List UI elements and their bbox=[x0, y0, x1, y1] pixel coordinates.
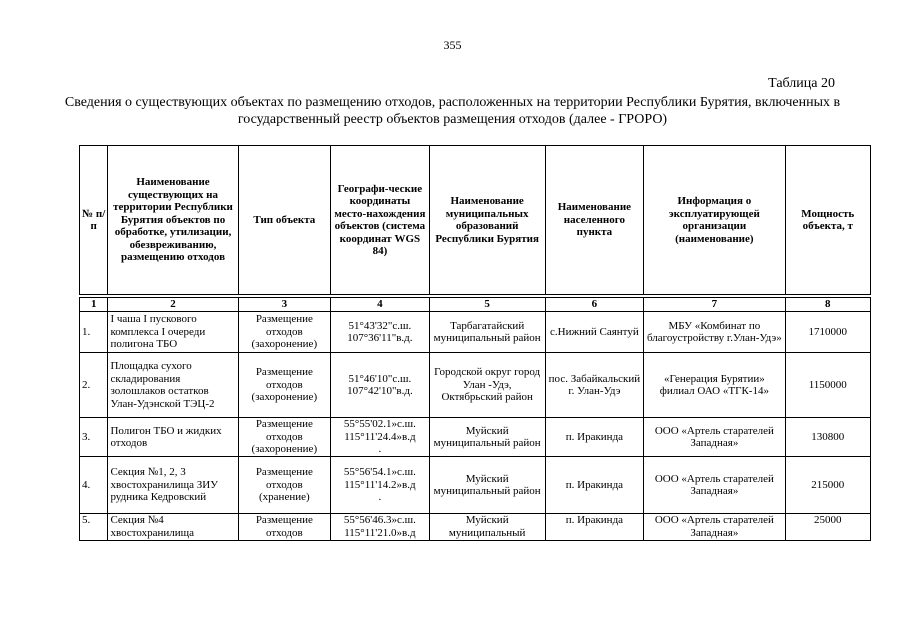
capacity: 130800 bbox=[785, 418, 870, 457]
municipality: Городской округ город Улан -Удэ, Октябрьский район bbox=[429, 353, 545, 418]
settlement: п. Иракинда bbox=[545, 514, 644, 541]
facility-type: Размещение отходов bbox=[238, 514, 331, 541]
column-number: 1 bbox=[80, 298, 108, 312]
facility-type: Размещение отходов (захоронение) bbox=[238, 353, 331, 418]
header-cell: Мощность объекта, т bbox=[785, 146, 870, 295]
operator: «Генерация Бурятии» филиал ОАО «ТГК-14» bbox=[644, 353, 785, 418]
coordinates: 55°56'46.3»с.ш. 115°11'21.0»в.д bbox=[331, 514, 430, 541]
facility-name: Секция №1, 2, 3 хвостохранилища ЗИУ рудника Кедровский bbox=[108, 457, 238, 514]
header-cell: Географи-ческие координаты место-нахождения объектов (система координат WGS 84) bbox=[331, 146, 430, 295]
settlement: п. Иракинда bbox=[545, 457, 644, 514]
waste-facilities-table bbox=[79, 145, 871, 541]
coordinates: 51°43'32"с.ш. 107°36'11"в.д. bbox=[331, 312, 430, 353]
document-title: Сведения о существующих объектах по размещению отходов, расположенных на территории Республики Бурятия, включенных в государственный реестр объектов размещения отходов (далее - ГРОРО) bbox=[64, 95, 841, 127]
facility-type: Размещение отходов (хранение) bbox=[238, 457, 331, 514]
settlement: с.Нижний Саянтуй bbox=[545, 312, 644, 353]
table-row bbox=[80, 457, 871, 514]
row-number: 4. bbox=[80, 457, 108, 514]
operator: ООО «Артель старателей Западная» bbox=[644, 514, 785, 541]
column-number: 6 bbox=[545, 298, 644, 312]
header-cell: № п/п bbox=[80, 146, 108, 295]
header-cell: Наименование населенного пункта bbox=[545, 146, 644, 295]
facility-name: I чаша I пускового комплекса I очереди полигона ТБО bbox=[108, 312, 238, 353]
municipality: Тарбагатайский муниципальный район bbox=[429, 312, 545, 353]
column-number: 7 bbox=[644, 298, 785, 312]
table-header-row bbox=[80, 146, 871, 295]
coordinates: 51°46'10"с.ш. 107°42'10"в.д. bbox=[331, 353, 430, 418]
row-number: 3. bbox=[80, 418, 108, 457]
capacity: 215000 bbox=[785, 457, 870, 514]
capacity: 1710000 bbox=[785, 312, 870, 353]
operator: ООО «Артель старателей Западная» bbox=[644, 457, 785, 514]
capacity: 1150000 bbox=[785, 353, 870, 418]
column-number: 8 bbox=[785, 298, 870, 312]
facility-name: Полигон ТБО и жидких отходов bbox=[108, 418, 238, 457]
row-number: 2. bbox=[80, 353, 108, 418]
column-number-row bbox=[80, 298, 871, 312]
facility-name: Площадка сухого складирования золошлаков остатков Улан-Удэнской ТЭЦ-2 bbox=[108, 353, 238, 418]
table-row bbox=[80, 514, 871, 541]
settlement: п. Иракинда bbox=[545, 418, 644, 457]
header-cell: Наименование муниципальных образований Республики Бурятия bbox=[429, 146, 545, 295]
table-row bbox=[80, 353, 871, 418]
table-label: Таблица 20 bbox=[768, 76, 835, 91]
table-row bbox=[80, 312, 871, 353]
coordinates: 55°55'02.1»с.ш. 115°11'24.4»в.д . bbox=[331, 418, 430, 457]
facility-type: Размещение отходов (захоронение) bbox=[238, 418, 331, 457]
page-number: 355 bbox=[443, 38, 462, 52]
column-number: 4 bbox=[331, 298, 430, 312]
facility-name: Секция №4 хвостохранилища bbox=[108, 514, 238, 541]
facility-type: Размещение отходов (захоронение) bbox=[238, 312, 331, 353]
column-number: 5 bbox=[429, 298, 545, 312]
settlement: пос. Забайкальский г. Улан-Удэ bbox=[545, 353, 644, 418]
row-number: 5. bbox=[80, 514, 108, 541]
municipality: Муйский муниципальный bbox=[429, 514, 545, 541]
operator: ООО «Артель старателей Западная» bbox=[644, 418, 785, 457]
municipality: Муйский муниципальный район bbox=[429, 457, 545, 514]
column-number: 3 bbox=[238, 298, 331, 312]
row-number: 1. bbox=[80, 312, 108, 353]
municipality: Муйский муниципальный район bbox=[429, 418, 545, 457]
capacity: 25000 bbox=[785, 514, 870, 541]
table-row bbox=[80, 418, 871, 457]
header-cell: Наименование существующих на территории Республики Бурятия объектов по обработке, утилизации, обезвреживанию, размещению отходов bbox=[108, 146, 238, 295]
coordinates: 55°56'54.1»с.ш. 115°11'14.2»в.д . bbox=[331, 457, 430, 514]
column-number: 2 bbox=[108, 298, 238, 312]
operator: МБУ «Комбинат по благоустройству г.Улан-Удэ» bbox=[644, 312, 785, 353]
header-cell: Тип объекта bbox=[238, 146, 331, 295]
header-cell: Информация о эксплуатирующей организации (наименование) bbox=[644, 146, 785, 295]
